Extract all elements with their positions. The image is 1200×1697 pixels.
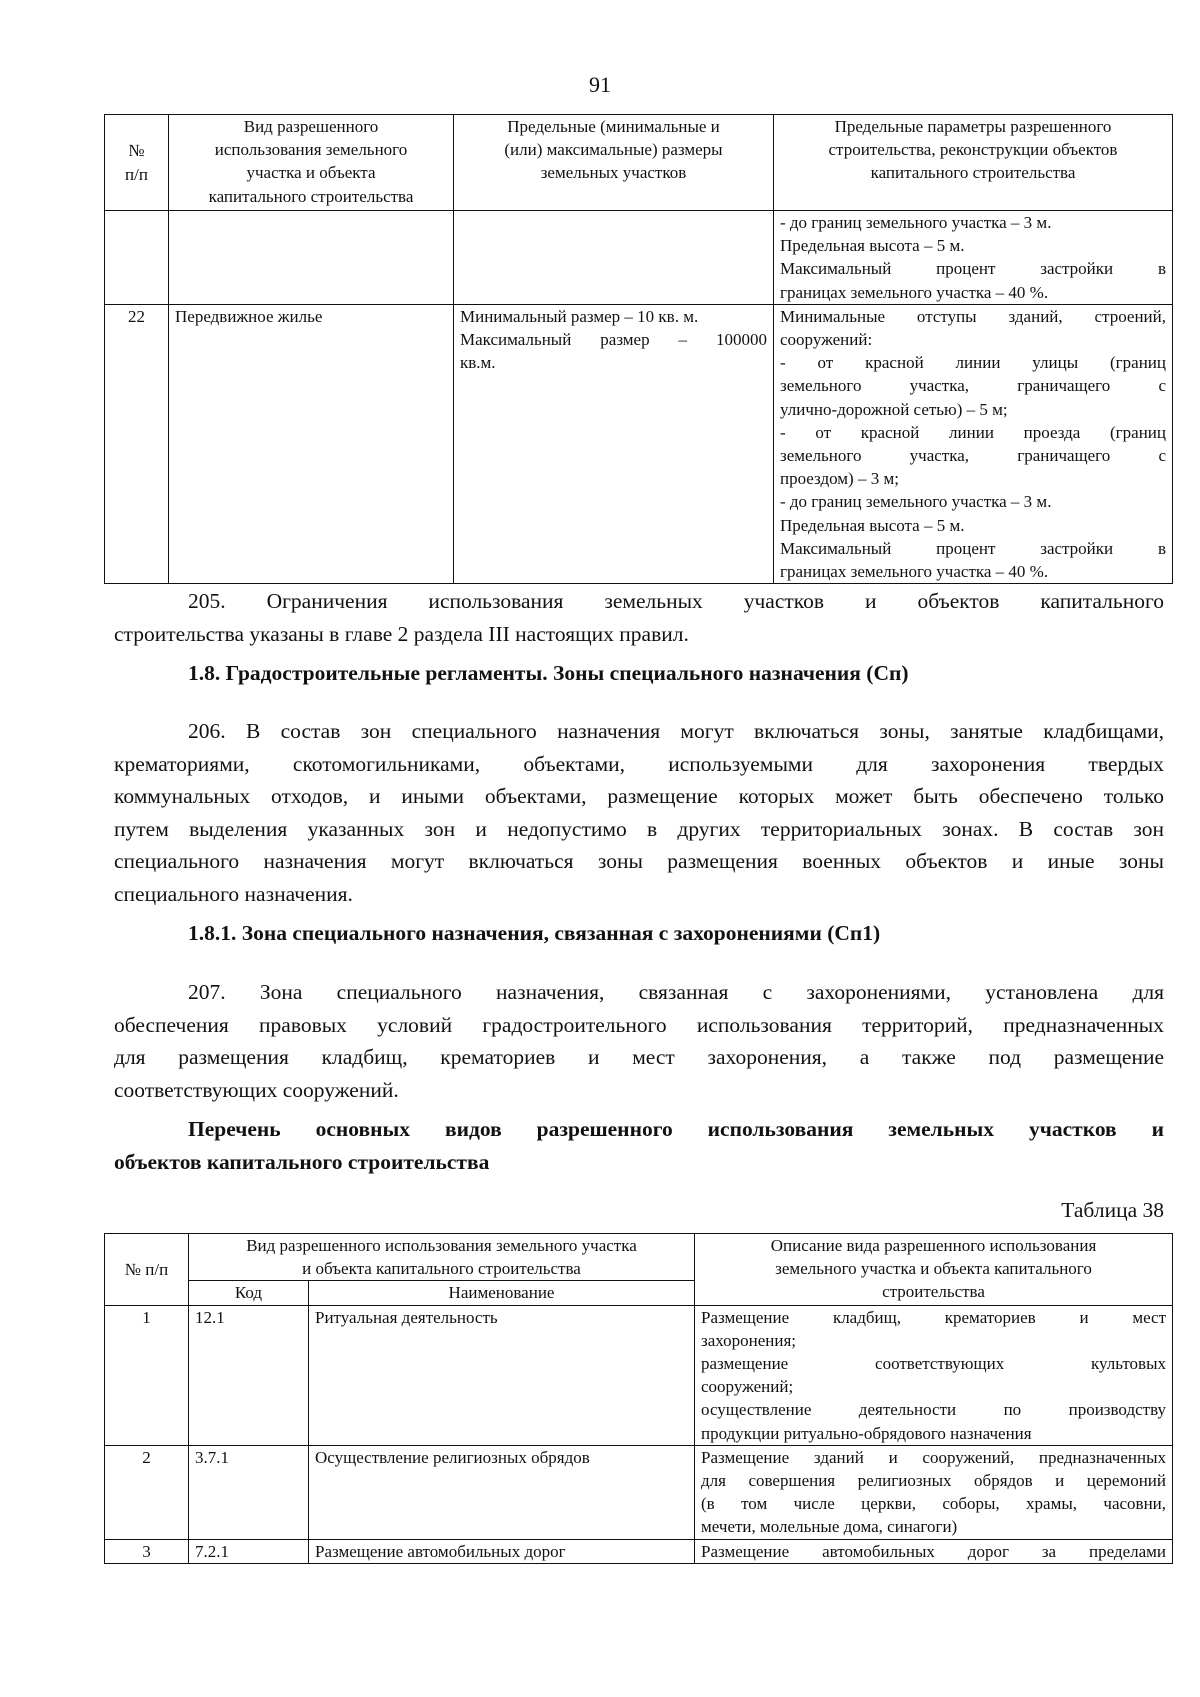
- row-num: 1: [105, 1305, 189, 1445]
- section-heading-1-8-1: 1.8.1. Зона специального назначения, связанная с захоронениями (Сп1): [188, 921, 881, 945]
- list-heading: Перечень основных видов разрешенного использования земельных участков и объектов капитального строительства: [114, 1117, 1164, 1174]
- header-num: № п/п: [105, 115, 169, 211]
- section-heading-1-8: 1.8. Градостроительные регламенты. Зоны специального назначения (Сп): [188, 661, 909, 685]
- row-description: Размещение кладбищ, крематориев и мест захоронения; размещение соответствующих культовых сооружений; осуществление деятельности по производству продукции ритуально-обрядового назначения: [695, 1305, 1173, 1445]
- table-row: [105, 1539, 1173, 1563]
- paragraph-205: 205. Ограничения использования земельных участков и объектов капитального строительства указаны в главе 2 раздела III настоящих правил.: [114, 589, 1164, 646]
- table-header-row: [105, 1234, 1173, 1281]
- row-description: Размещение автомобильных дорог за пределами: [695, 1539, 1173, 1563]
- header-code: Код: [189, 1281, 309, 1305]
- row-plot-sizes: [454, 211, 774, 305]
- row-num: 22: [105, 304, 169, 583]
- table-row: [105, 1305, 1173, 1445]
- page-number: 91: [589, 72, 611, 97]
- row-num: [105, 211, 169, 305]
- table-row: [105, 1445, 1173, 1539]
- header-description: Описание вида разрешенного использования земельного участка и объекта капитального строительства: [695, 1234, 1173, 1306]
- table-row: [105, 211, 1173, 305]
- row-name: Осуществление религиозных обрядов: [309, 1445, 695, 1539]
- paragraph-206: 206. В состав зон специального назначения могут включаться зоны, занятые кладбищами, крематориями, скотомогильниками, объектами, используемыми для захоронения твердых коммунальных отходов, и иными объектами, размещение которых может быть обеспечено только путем выделения указанных зон и недопустимо в других территориальных зонах. В состав зон специального назначения могут включаться зоны размещения военных объектов и иные зоны специального назначения.: [114, 719, 1164, 906]
- row-code: 12.1: [189, 1305, 309, 1445]
- row-num: 3: [105, 1539, 189, 1563]
- header-usage-type: Вид разрешенного использования земельного участка и объекта капитального строительства: [169, 115, 454, 211]
- row-build-params: Минимальные отступы зданий, строений, сооружений: - от красной линии улицы (границ земельного участка, граничащего с улично-дорожной сетью) – 5 м; - от красной линии проезда (границ земельного участка, граничащего с проездом) – 3 м; - до границ земельного участка – 3 м. Предельная высота – 5 м. Максимальный процент застройки в границах земельного участка – 40 %.: [774, 304, 1173, 583]
- header-num: № п/п: [105, 1234, 189, 1306]
- row-usage-type: Передвижное жилье: [169, 304, 454, 583]
- row-name: Ритуальная деятельность: [309, 1305, 695, 1445]
- table-row: [105, 304, 1173, 583]
- paragraph-207: 207. Зона специального назначения, связанная с захоронениями, установлена для обеспечения правовых условий градостроительного использования территорий, предназначенных для размещения кладбищ, крематориев и мест захоронения, а также под размещение соответствующих сооружений.: [114, 980, 1164, 1102]
- row-description: Размещение зданий и сооружений, предназначенных для совершения религиозных обрядов и церемоний (в том числе церкви, соборы, храмы, часовни, мечети, молельные дома, синагоги): [695, 1445, 1173, 1539]
- table-38: [104, 1233, 1173, 1564]
- row-plot-sizes: Минимальный размер – 10 кв. м. Максимальный размер – 100000 кв.м.: [454, 304, 774, 583]
- zone-parameters-table: [104, 114, 1173, 584]
- table-caption: Таблица 38: [1061, 1198, 1164, 1222]
- header-usage-group: Вид разрешенного использования земельного участка и объекта капитального строительства: [189, 1234, 695, 1281]
- row-code: 7.2.1: [189, 1539, 309, 1563]
- header-name: Наименование: [309, 1281, 695, 1305]
- row-usage-type: [169, 211, 454, 305]
- row-code: 3.7.1: [189, 1445, 309, 1539]
- row-build-params: - до границ земельного участка – 3 м. Предельная высота – 5 м. Максимальный процент застройки в границах земельного участка – 40 %.: [774, 211, 1173, 305]
- row-num: 2: [105, 1445, 189, 1539]
- table-header-row: [105, 115, 1173, 211]
- header-build-params: Предельные параметры разрешенного строительства, реконструкции объектов капитального строительства: [774, 115, 1173, 211]
- row-name: Размещение автомобильных дорог: [309, 1539, 695, 1563]
- header-plot-sizes: Предельные (минимальные и (или) максимальные) размеры земельных участков: [454, 115, 774, 211]
